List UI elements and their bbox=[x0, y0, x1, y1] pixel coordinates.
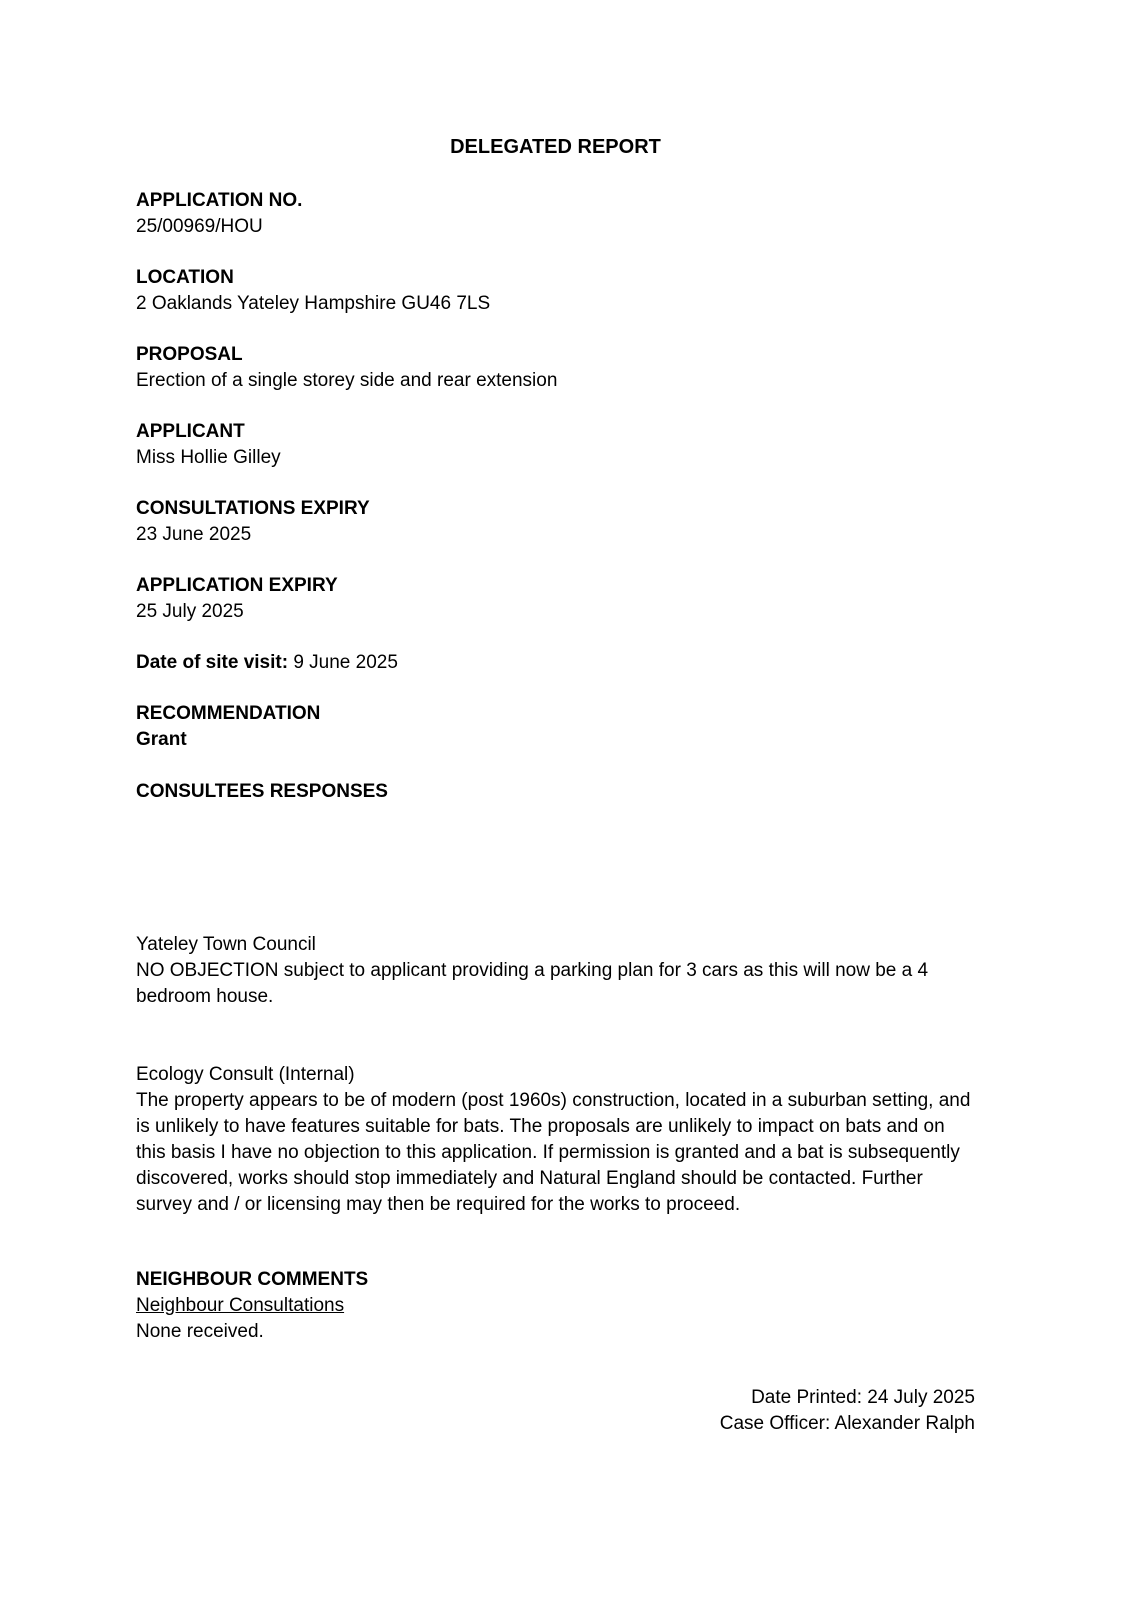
proposal-label: PROPOSAL bbox=[136, 344, 243, 365]
consultations-expiry-label: CONSULTATIONS EXPIRY bbox=[136, 498, 370, 519]
consultee-response-text: NO OBJECTION subject to applicant providing a parking plan for 3 cars as this will now be a 4 bedroom house. bbox=[136, 960, 929, 1007]
field-application-expiry bbox=[136, 573, 975, 625]
case-officer: Case Officer: Alexander Ralph bbox=[719, 1413, 975, 1434]
neighbour-comments-text: None received. bbox=[136, 1321, 264, 1342]
site-visit-label: Date of site visit: bbox=[136, 652, 289, 673]
neighbour-consultations-subheading: Neighbour Consultations bbox=[136, 1295, 345, 1316]
site-visit-line bbox=[136, 650, 975, 676]
field-proposal bbox=[136, 342, 975, 394]
application-expiry-label: APPLICATION EXPIRY bbox=[136, 575, 338, 596]
consultee-name: Yateley Town Council bbox=[136, 934, 316, 955]
neighbour-comments-heading: NEIGHBOUR COMMENTS bbox=[136, 1269, 369, 1290]
application-no-label: APPLICATION NO. bbox=[136, 190, 303, 211]
field-application-no bbox=[136, 188, 975, 240]
recommendation-heading: RECOMMENDATION bbox=[136, 703, 321, 724]
consultee-response-text: The property appears to be of modern (post 1960s) construction, located in a suburban setting, and is unlikely to have features suitable for bats. The proposals are unlikely to impact on bats and on this basis I have no objection to this application. If permission is granted and a bat is subsequently discovered, works should stop immediately and Natural England should be contacted. Further survey and / or licensing may then be required for the works to proceed. bbox=[136, 1090, 971, 1215]
neighbour-comments-section bbox=[136, 1267, 975, 1345]
document-footer bbox=[136, 1385, 975, 1437]
applicant-value: Miss Hollie Gilley bbox=[136, 447, 281, 468]
location-label: LOCATION bbox=[136, 267, 234, 288]
application-expiry-value: 25 July 2025 bbox=[136, 601, 244, 622]
proposal-value: Erection of a single storey side and rear extension bbox=[136, 370, 558, 391]
page-title: DELEGATED REPORT bbox=[450, 136, 661, 158]
location-value: 2 Oaklands Yateley Hampshire GU46 7LS bbox=[136, 293, 491, 314]
application-no-value: 25/00969/HOU bbox=[136, 216, 263, 237]
recommendation-value: Grant bbox=[136, 729, 187, 750]
date-printed: Date Printed: 24 July 2025 bbox=[751, 1387, 975, 1408]
recommendation-section bbox=[136, 701, 975, 753]
consultations-expiry-value: 23 June 2025 bbox=[136, 524, 252, 545]
applicant-label: APPLICANT bbox=[136, 421, 245, 442]
site-visit-value: 9 June 2025 bbox=[293, 652, 398, 673]
consultee-name: Ecology Consult (Internal) bbox=[136, 1064, 355, 1085]
consultees-responses-heading: CONSULTEES RESPONSES bbox=[136, 781, 388, 802]
field-applicant bbox=[136, 419, 975, 471]
field-consultations-expiry bbox=[136, 496, 975, 548]
field-location bbox=[136, 265, 975, 317]
consultee-response-ecology bbox=[136, 1062, 975, 1218]
consultee-response-yateley bbox=[136, 932, 975, 1010]
